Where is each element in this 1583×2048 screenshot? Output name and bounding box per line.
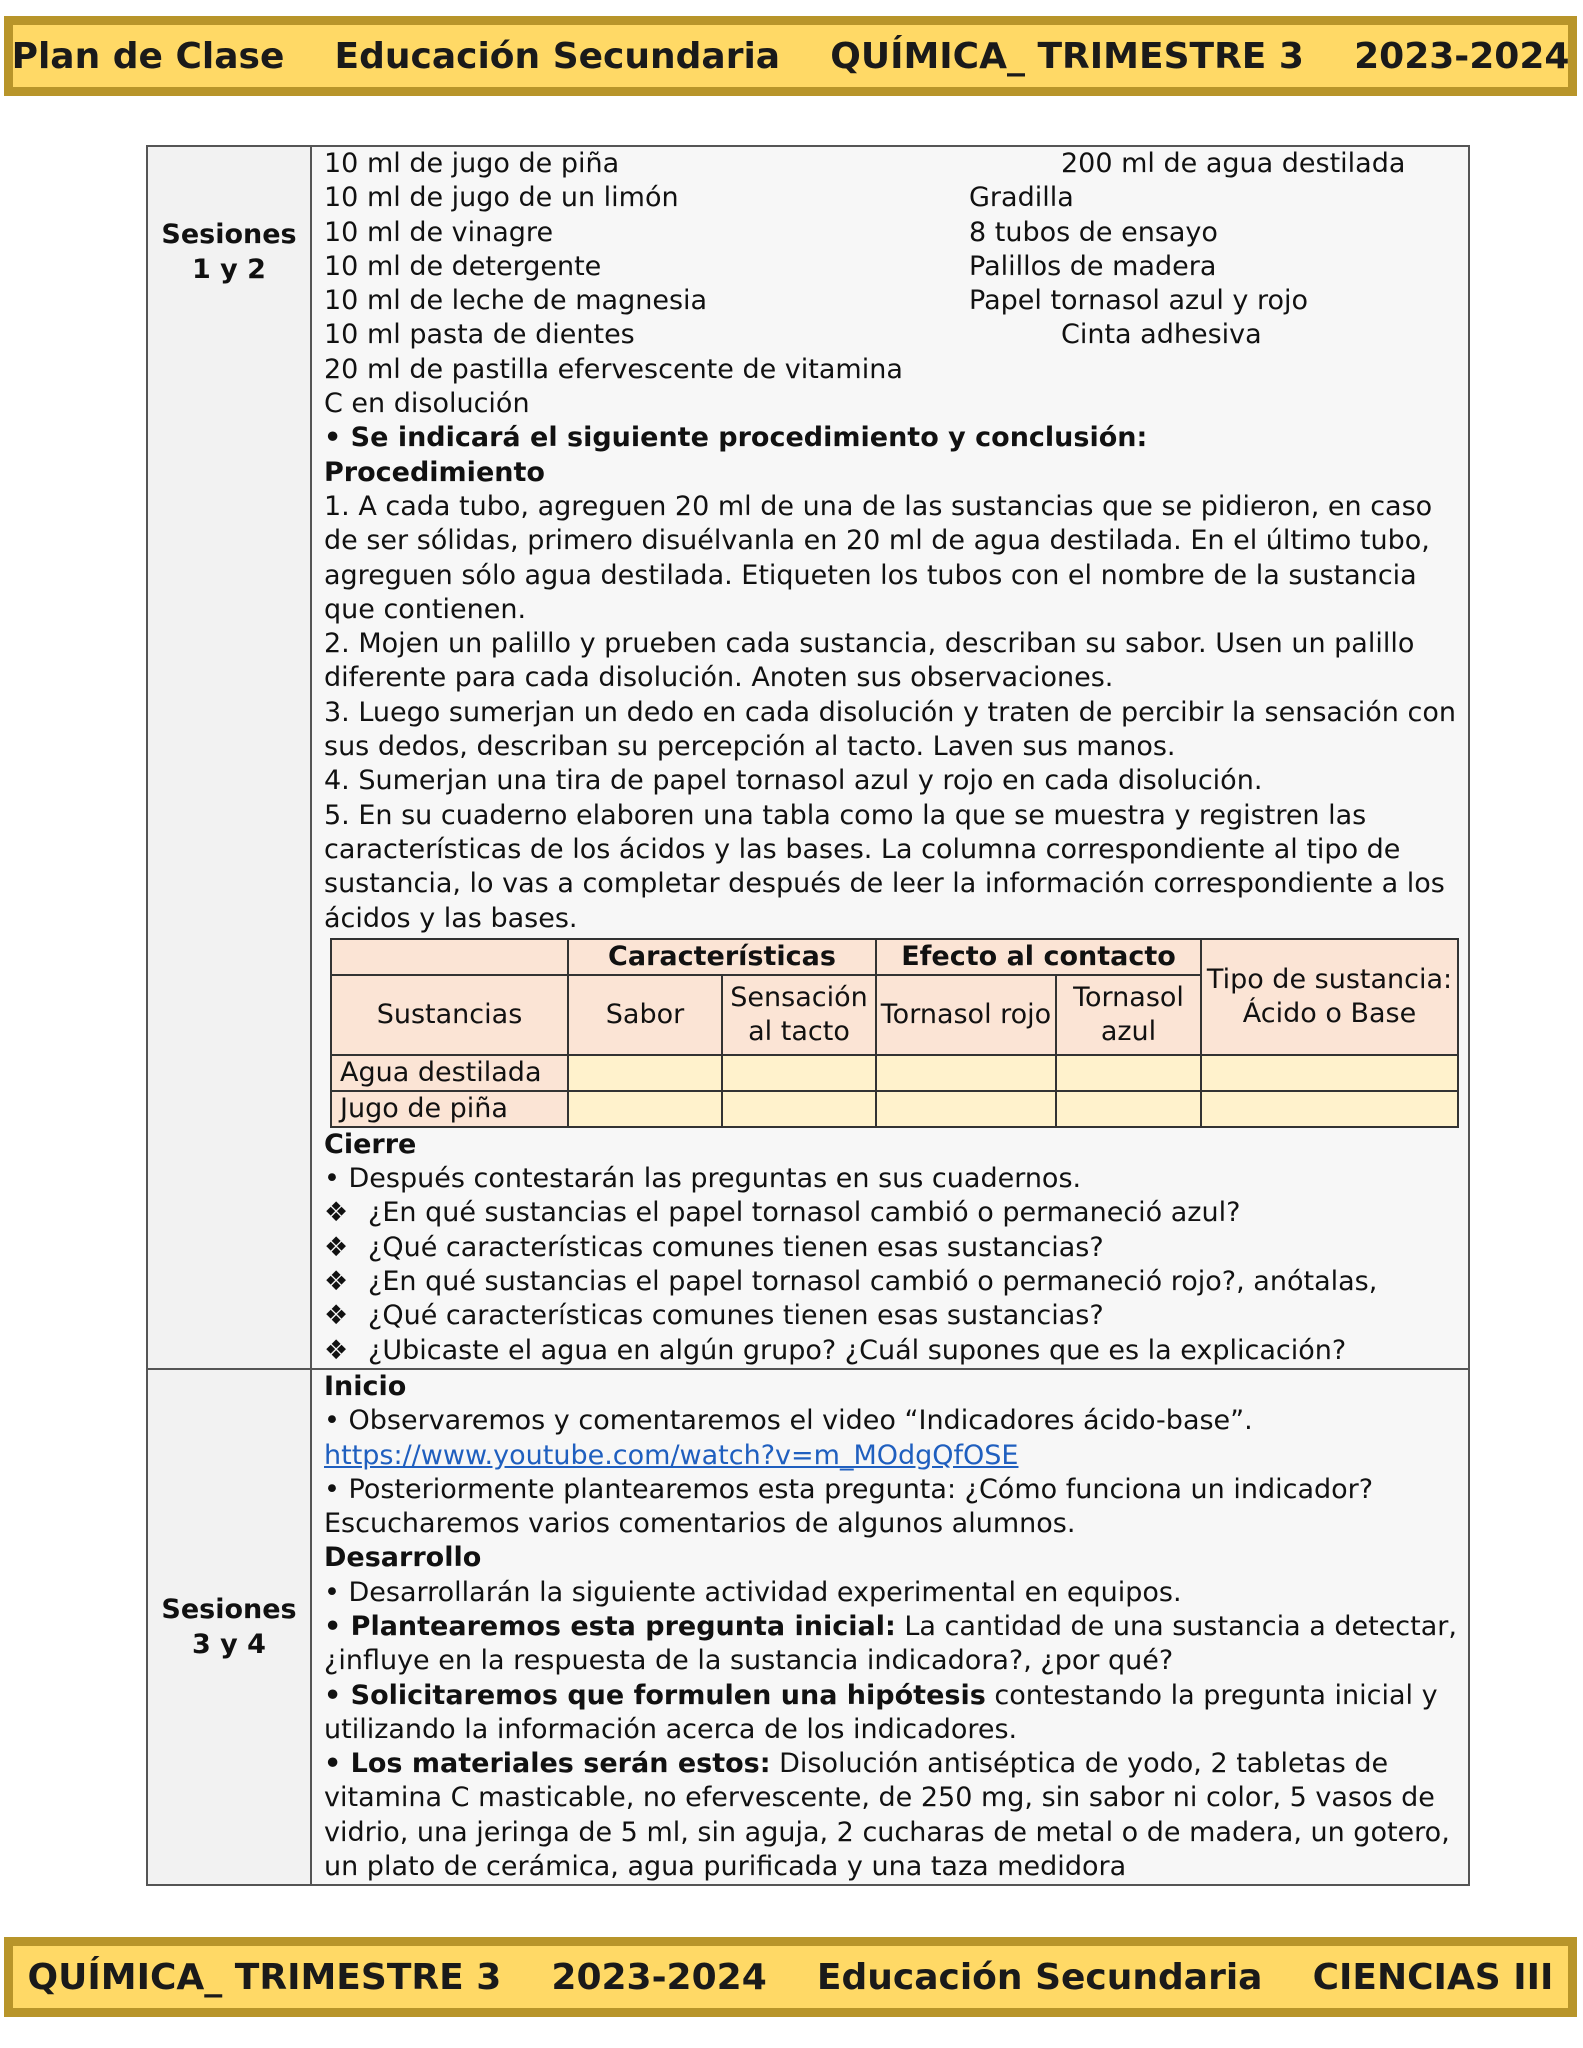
session-label-1-2 (147, 146, 311, 1369)
header-banner: Plan de Clase Educación Secundaria QUÍMICA_ TRIMESTRE 3 2023-2024 (4, 16, 1577, 96)
material-item: Cinta adhesiva (1061, 319, 1262, 351)
empty-cell (722, 1055, 876, 1091)
material-item: 10 ml de detergente (324, 250, 602, 282)
materials-label: • Los materiales serán estos: (324, 1748, 771, 1780)
session-label-line: 1 y 2 (192, 254, 266, 285)
empty-cell (1056, 1055, 1201, 1091)
session-label-line: Sesiones (161, 1594, 297, 1626)
question-list (324, 1196, 1458, 1367)
header-efecto-contacto: Efecto al contacto (876, 939, 1201, 975)
closing-intro: • Después contestarán las preguntas en sus cuadernos. (324, 1163, 1082, 1195)
hypothesis (324, 1679, 1458, 1748)
diamond-bullet-icon: ❖ (324, 1334, 349, 1366)
header-sensacion: Sensación al tacto (722, 975, 876, 1055)
hypothesis-label: • Solicitaremos que formulen una hipótesis (324, 1679, 986, 1711)
material-item: 10 ml pasta de dientes (324, 319, 635, 351)
inicio-question: • Posteriormente plantearemos esta pregunta: ¿Cómo funciona un indicador? Escucharemos varios comentarios de algunos alumnos. (324, 1473, 1374, 1540)
procedure-intro: • Se indicará el siguiente procedimiento y conclusión: (324, 422, 1148, 454)
question-item (324, 1196, 1458, 1230)
diamond-bullet-icon: ❖ (324, 1231, 349, 1263)
material-item: 200 ml de agua destilada (1061, 148, 1406, 179)
header-sustancias: Sustancias (331, 975, 568, 1055)
material-item: 10 ml de vinagre (324, 216, 554, 248)
materials-list (324, 147, 1458, 421)
empty-cell (568, 1091, 722, 1127)
inicio-title: Inicio (324, 1370, 407, 1402)
material-item: 8 tubos de ensayo (969, 216, 1218, 248)
procedure-title: Procedimiento (324, 456, 545, 488)
procedure-step: 1. A cada tubo, agreguen 20 ml de una de las sustancias que se pidieron, en caso de ser sólidas, primero disuélvanla en 20 ml de agua destilada. En el último tubo, agreguen sólo agua destilada. Etiqueten los tubos con el nombre de la sustancia que contienen. (324, 490, 1433, 625)
material-item: 10 ml de jugo de un limón (324, 182, 679, 214)
initial-question-label: • Plantearemos esta pregunta inicial: (324, 1610, 896, 1642)
header-tornasol-azul: Tornasol azul (1056, 975, 1201, 1055)
materials-right-column (969, 147, 1458, 421)
empty-cell (876, 1091, 1056, 1127)
materials-paragraph (324, 1747, 1458, 1884)
empty-cell (568, 1055, 722, 1091)
materials-text: Disolución antiséptica de yodo, 2 tabletas de vitamina C masticable, no efervescente, de 250 mg, sin sabor ni color, 5 vasos de vidrio, una jeringa de 5 ml, sin aguja, 2 cucharas de metal o de madera, un gotero, un plato de cerámica, agua purificada y una taza medidora (324, 1748, 1450, 1883)
material-item: Gradilla (969, 182, 1074, 214)
session-row-3-4 (147, 1369, 1469, 1885)
footer-banner: QUÍMICA_ TRIMESTRE 3 2023-2024 Educación Secundaria CIENCIAS III (4, 1937, 1577, 2017)
session-row-1-2 (147, 146, 1469, 1369)
closing-title: Cierre (324, 1128, 417, 1160)
empty-cell (1201, 1055, 1458, 1091)
materials-left-column (324, 147, 969, 421)
material-item: 10 ml de jugo de piña (324, 148, 620, 179)
material-item: 20 ml de pastilla efervescente de vitamina (324, 353, 903, 385)
session-label-line: 3 y 4 (192, 1629, 266, 1661)
material-item: Papel tornasol azul y rojo (969, 285, 1309, 317)
question-item (324, 1231, 1458, 1265)
question-text: ¿En qué sustancias el papel tornasol cambió o permaneció azul? (368, 1197, 1241, 1229)
header-caracteristicas: Características (568, 939, 876, 975)
table-row (331, 1091, 1458, 1127)
session-label-3-4 (147, 1369, 311, 1885)
diamond-bullet-icon: ❖ (324, 1300, 349, 1332)
session-content-3-4 (311, 1369, 1469, 1885)
procedure-step: 2. Mojen un palillo y prueben cada sustancia, describan su sabor. Usen un palillo diferente para cada disolución. Anoten sus observaciones. (324, 628, 1415, 694)
question-item (324, 1334, 1458, 1368)
empty-cell (722, 1091, 876, 1127)
hypothesis-text: contestando la pregunta inicial y utilizando la información acerca de los indicadores. (324, 1679, 1438, 1745)
video-link[interactable]: https://www.youtube.com/watch?v=m_MOdgQfOSE (324, 1439, 1019, 1471)
material-item: 10 ml de leche de magnesia (324, 285, 708, 317)
row-label: Agua destilada (331, 1055, 568, 1091)
initial-question-text: La cantidad de una sustancia a detectar, ¿influye en la respuesta de la sustancia indicadora?, ¿por qué? (324, 1610, 1457, 1677)
empty-header-cell (331, 939, 568, 975)
question-text: ¿Qué características comunes tienen esas sustancias? (368, 1231, 1104, 1263)
question-text: ¿Ubicaste el agua en algún grupo? ¿Cuál supones que es la explicación? (368, 1334, 1347, 1366)
procedure-step: 5. En su cuaderno elaboren una tabla como la que se muestra y registren las características de los ácidos y las bases. La columna correspondiente al tipo de sustancia, lo vas a completar después de leer la información correspondiente a los ácidos y las bases. (324, 799, 1445, 934)
header-sabor: Sabor (568, 975, 722, 1055)
header-tipo-sustancia: Tipo de sustancia: Ácido o Base (1201, 939, 1458, 1055)
session-label-line: Sesiones (161, 219, 297, 250)
question-text: ¿Qué características comunes tienen esas sustancias? (368, 1300, 1104, 1332)
procedure-step: 3. Luego sumerjan un dedo en cada disolución y traten de percibir la sensación con sus dedos, describan su percepción al tacto. Laven sus manos. (324, 696, 1456, 763)
question-text: ¿En qué sustancias el papel tornasol cambió o permaneció rojo?, anótalas, (368, 1266, 1378, 1298)
table-row (331, 1055, 1458, 1091)
question-item (324, 1299, 1458, 1333)
row-label: Jugo de piña (331, 1091, 568, 1127)
session-content-1-2 (311, 146, 1469, 1369)
empty-cell (876, 1055, 1056, 1091)
material-item: C en disolución (324, 388, 530, 420)
procedure-step: 4. Sumerjan una tira de papel tornasol azul y rojo en cada disolución. (324, 765, 1263, 797)
material-item: Palillos de madera (969, 250, 1217, 282)
diamond-bullet-icon: ❖ (324, 1266, 349, 1298)
initial-question (324, 1610, 1458, 1679)
empty-cell (1201, 1091, 1458, 1127)
inicio-text: • Observaremos y comentaremos el video “Indicadores ácido-base”. (324, 1405, 1253, 1437)
observations-table (330, 938, 1459, 1128)
empty-cell (1056, 1091, 1201, 1127)
lesson-plan-table (146, 145, 1470, 1886)
desarrollo-title: Desarrollo (324, 1542, 482, 1574)
diamond-bullet-icon: ❖ (324, 1197, 349, 1229)
header-tornasol-rojo: Tornasol rojo (876, 975, 1056, 1055)
question-item (324, 1265, 1458, 1299)
desarrollo-text: • Desarrollarán la siguiente actividad experimental en equipos. (324, 1576, 1182, 1608)
